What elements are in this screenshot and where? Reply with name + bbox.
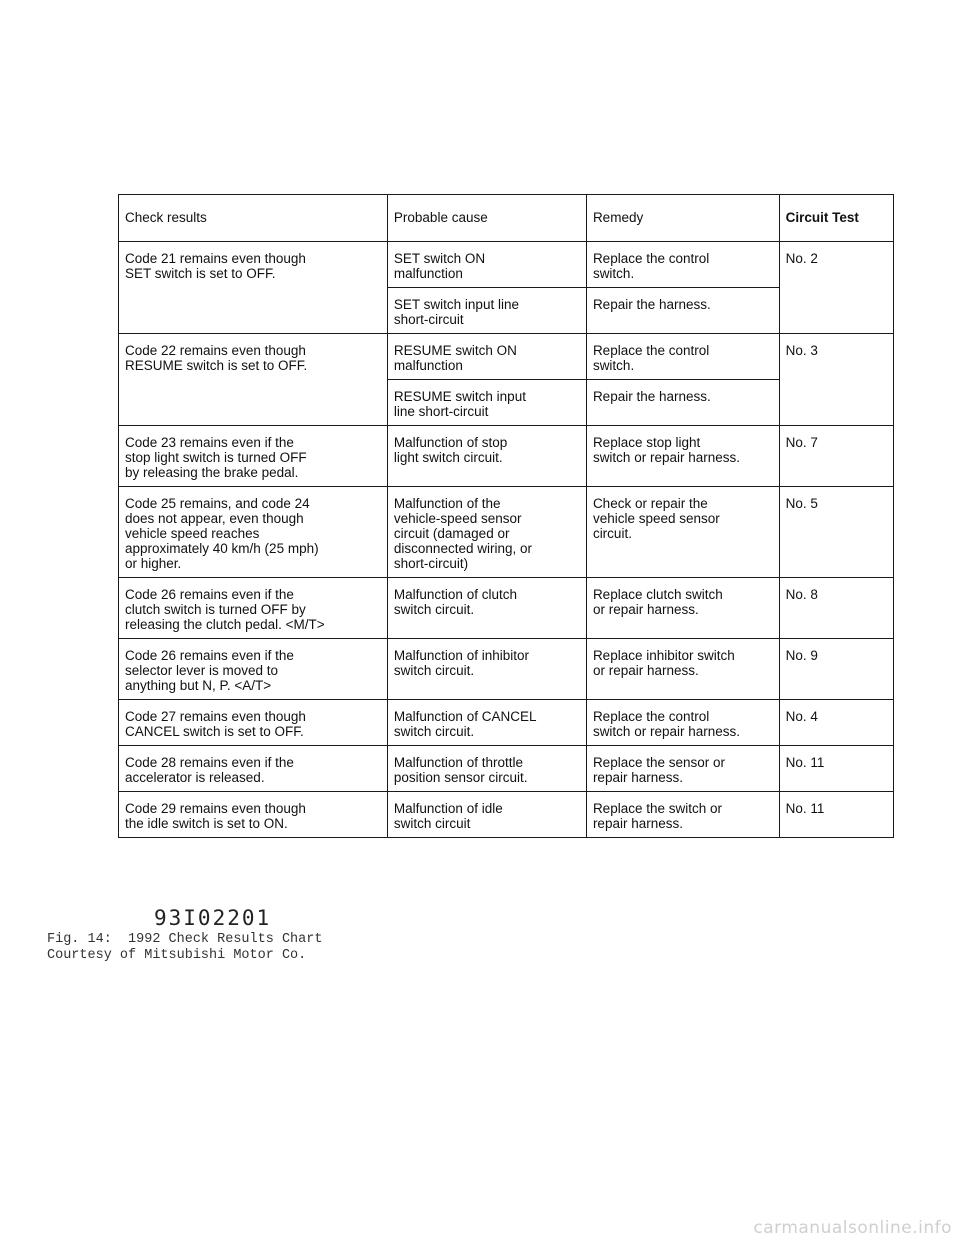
check-result-cell: Code 26 remains even if the clutch switch is turned OFF by releasing the clutch pedal. <M/T> (119, 578, 388, 639)
table-row (119, 242, 894, 288)
figure-caption: Fig. 14: 1992 Check Results Chart (47, 932, 323, 947)
remedy-cell: Replace the sensor or repair harness. (586, 746, 779, 792)
check-result-cell: Code 21 remains even though SET switch is set to OFF. (119, 242, 388, 334)
probable-cause-cell: Malfunction of idle switch circuit (387, 792, 586, 838)
probable-cause-cell: Malfunction of clutch switch circuit. (387, 578, 586, 639)
probable-cause-cell: Malfunction of throttle position sensor circuit. (387, 746, 586, 792)
probable-cause-cell: SET switch ON malfunction (387, 242, 586, 288)
table-row (119, 334, 894, 380)
check-result-cell: Code 22 remains even though RESUME switch is set to OFF. (119, 334, 388, 426)
check-result-cell: Code 29 remains even though the idle switch is set to ON. (119, 792, 388, 838)
remedy-cell: Replace the control switch or repair harness. (586, 700, 779, 746)
check-result-cell: Code 28 remains even if the accelerator is released. (119, 746, 388, 792)
circuit-test-cell: No. 9 (779, 639, 893, 700)
remedy-cell: Replace the control switch. (586, 242, 779, 288)
remedy-cell: Repair the harness. (586, 288, 779, 334)
circuit-test-cell: No. 7 (779, 426, 893, 487)
remedy-cell: Replace the switch or repair harness. (586, 792, 779, 838)
circuit-test-cell: No. 11 (779, 792, 893, 838)
circuit-test-cell: No. 11 (779, 746, 893, 792)
probable-cause-cell: SET switch input line short-circuit (387, 288, 586, 334)
probable-cause-cell: Malfunction of CANCEL switch circuit. (387, 700, 586, 746)
watermark: carmanualsonline.info (753, 1218, 952, 1238)
table-row (119, 746, 894, 792)
table-row (119, 578, 894, 639)
check-result-cell: Code 26 remains even if the selector lever is moved to anything but N, P. <A/T> (119, 639, 388, 700)
table-row (119, 700, 894, 746)
table-row (119, 426, 894, 487)
remedy-cell: Repair the harness. (586, 380, 779, 426)
remedy-cell: Replace the control switch. (586, 334, 779, 380)
table-header-row (119, 195, 894, 242)
circuit-test-cell: No. 8 (779, 578, 893, 639)
check-results-table (118, 194, 894, 838)
figure-code: 93I02201 (154, 906, 272, 930)
table-row (119, 792, 894, 838)
header-remedy: Remedy (586, 195, 779, 242)
probable-cause-cell: Malfunction of stop light switch circuit. (387, 426, 586, 487)
circuit-test-cell: No. 5 (779, 487, 893, 578)
header-probable-cause: Probable cause (387, 195, 586, 242)
check-result-cell: Code 23 remains even if the stop light switch is turned OFF by releasing the brake pedal. (119, 426, 388, 487)
remedy-cell: Check or repair the vehicle speed sensor circuit. (586, 487, 779, 578)
remedy-cell: Replace inhibitor switch or repair harness. (586, 639, 779, 700)
probable-cause-cell: Malfunction of inhibitor switch circuit. (387, 639, 586, 700)
check-result-cell: Code 27 remains even though CANCEL switch is set to OFF. (119, 700, 388, 746)
remedy-cell: Replace stop light switch or repair harness. (586, 426, 779, 487)
table-body (119, 242, 894, 838)
circuit-test-cell: No. 3 (779, 334, 893, 426)
probable-cause-cell: RESUME switch ON malfunction (387, 334, 586, 380)
probable-cause-cell: RESUME switch input line short-circuit (387, 380, 586, 426)
header-check-results: Check results (119, 195, 388, 242)
table-row (119, 487, 894, 578)
probable-cause-cell: Malfunction of the vehicle-speed sensor circuit (damaged or disconnected wiring, or short-circuit) (387, 487, 586, 578)
header-circuit-test: Circuit Test (779, 195, 893, 242)
courtesy-line: Courtesy of Mitsubishi Motor Co. (47, 948, 307, 963)
circuit-test-cell: No. 4 (779, 700, 893, 746)
table-row (119, 639, 894, 700)
remedy-cell: Replace clutch switch or repair harness. (586, 578, 779, 639)
check-result-cell: Code 25 remains, and code 24 does not appear, even though vehicle speed reaches approximately 40 km/h (25 mph) or higher. (119, 487, 388, 578)
circuit-test-cell: No. 2 (779, 242, 893, 334)
